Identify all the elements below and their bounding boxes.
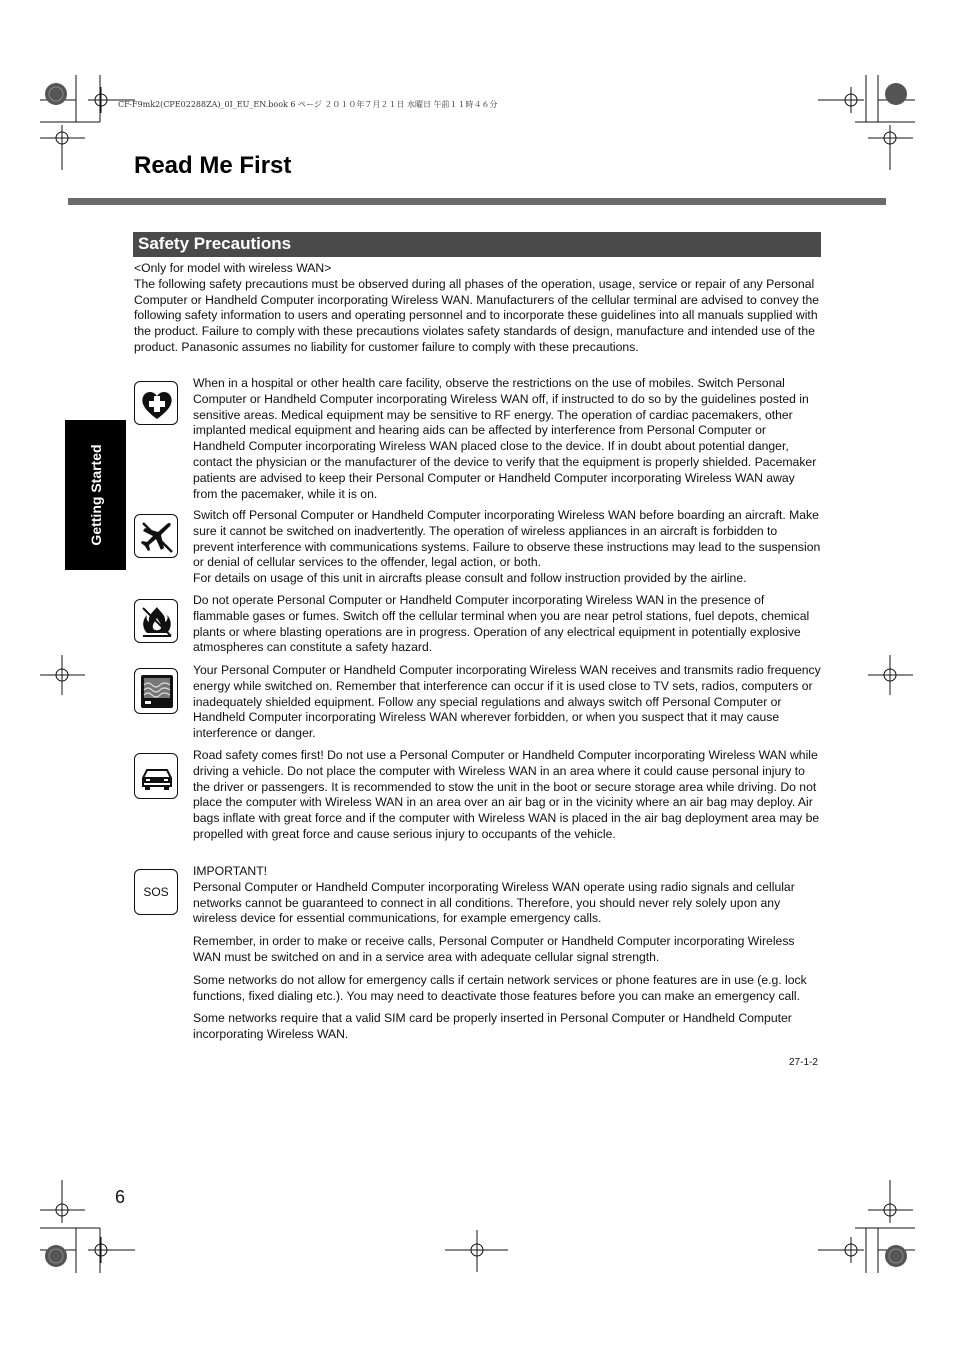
- intro-paragraph: The following safety precautions must be observed during all phases of the operation, usage, service or repair of any Personal Computer or Handheld Computer incorporating Wireless WAN. Manufacturers of the cellular terminal are advised to convey the following safety information to users and operating personnel and to incorporate these guidelines into all manuals supplied with the product. Failure to comply with these precautions violates safety standards of design, manufacture and intended use of the product. Panasonic assumes no liability for customer failure to comply with these precautions.: [134, 276, 820, 354]
- emergency-paragraph-4: Some networks require that a valid SIM card be properly inserted in Personal Computer or Handheld Computer incorporating Wireless WAN.: [193, 1011, 792, 1042]
- section-intro: [134, 261, 822, 356]
- tv-interference-icon: [134, 668, 178, 714]
- emergency-heading: IMPORTANT!: [193, 864, 268, 878]
- precaution-driving: [193, 748, 821, 850]
- precaution-driving-text: Road safety comes first! Do not use a Personal Computer or Handheld Computer incorporating Wireless WAN while driving a vehicle. Do not place the computer with Wireless WAN in an area where it could cause personal injury to the driver or passengers. It is recommended to stow the unit in the boot or secure storage area while driving. Do not place the computer with Wireless WAN in an area over an air bag or in the vicinity where an air bag may deploy. Air bags inflate with great force and if the computer with Wireless WAN is placed in the air bag deployment area may be propelled with great force and cause serious injury to occupants of the vehicle.: [193, 748, 820, 841]
- hospital-heart-icon: [134, 381, 178, 425]
- flammable-fire-icon: [134, 599, 178, 643]
- book-header-line: CF-F9mk2(CPE02288ZA)_0I_EU_EN.book 6 ページ ２０１０年７月２１日 水曜日 午前１１時４６分: [118, 100, 498, 109]
- side-tab-label: Getting Started: [87, 444, 104, 546]
- precaution-hospital: [193, 376, 821, 509]
- emergency-paragraph-2: Remember, in order to make or receive calls, Personal Computer or Handheld Computer incorporating Wireless WAN must be switched on and in a service area with adequate cellular signal strength.: [193, 934, 795, 964]
- precaution-emergency: [193, 864, 821, 1050]
- title-rule: [68, 198, 886, 205]
- sos-icon-label: SOS: [143, 885, 169, 899]
- emergency-paragraph-1: Personal Computer or Handheld Computer incorporating Wireless WAN operate using radio signals and cellular networks cannot be guaranteed to connect in all conditions. Therefore, you should never rely solely upon any wireless device for essential communications, for example emergency calls.: [193, 879, 795, 926]
- page-title: Read Me First: [134, 152, 292, 179]
- airplane-prohibited-icon: [134, 514, 178, 558]
- precaution-aircraft-text-2: For details on usage of this unit in aircrafts please consult and follow instruction provided by the airline.: [193, 571, 747, 586]
- reference-code: 27-1-2: [789, 1057, 818, 1068]
- precaution-explosive-text: Do not operate Personal Computer or Handheld Computer incorporating Wireless WAN in the presence of flammable gases or fumes. Switch off the cellular terminal when you are near petrol stations, fuel depots, chemical plants or where blasting operations are in progress. Operation of any electrical equipment in potentially explosive atmospheres can constitute a safety hazard.: [193, 593, 810, 655]
- sos-icon: [134, 869, 178, 915]
- precaution-radio-text: Your Personal Computer or Handheld Computer incorporating Wireless WAN receives and transmits radio frequency energy while switched on. Remember that interference can occur if it is used close to TV sets, radios, computers or inadequately shielded equipment. Follow any special regulations and always switch off Personal Computer or Handheld Computer incorporating Wireless WAN wherever forbidden, or when you suspect that it may cause interference or danger.: [193, 663, 821, 741]
- precaution-aircraft: [193, 508, 821, 594]
- section-header: [133, 232, 821, 257]
- precaution-explosive: [193, 593, 821, 663]
- precaution-radio: [193, 663, 821, 749]
- page-number: 6: [115, 1187, 126, 1207]
- car-icon: [134, 753, 178, 799]
- intro-model-note: <Only for model with wireless WAN>: [134, 261, 332, 275]
- emergency-paragraph-3: Some networks do not allow for emergency calls if certain network services or phone features are in use (e.g. lock functions, fixed dialing etc.). You may need to deactivate those features before you can make an emergency call.: [193, 972, 807, 1003]
- precaution-hospital-text: When in a hospital or other health care facility, observe the restrictions on the use of mobiles. Switch Personal Computer or Handheld Computer incorporating Wireless WAN off, if instructed to do so by the guidelines posted in sensitive areas. Medical equipment may be sensitive to RF energy. The operation of cardiac pacemakers, other implanted medical equipment and hearing aids can be affected by interference from Personal Computer or Handheld Computer incorporating Wireless WAN placed close to the device. If in doubt about potential danger, contact the physician or the manufacturer of the device to verify that the equipment is properly shielded. Pacemaker patients are advised to keep their Personal Computer or Handheld Computer incorporating Wireless WAN away from the pacemaker, while it is on.: [193, 376, 817, 501]
- precaution-aircraft-text: Switch off Personal Computer or Handheld Computer incorporating Wireless WAN before boarding an aircraft. Make sure it cannot be switched on inadvertently. The operation of wireless appliances in an aircraft is forbidden to prevent interference with communications systems. Failure to observe these instructions may lead to the suspension or denial of cellular services to the offender, legal action, or both.: [193, 508, 821, 570]
- section-title: Safety Precautions: [138, 234, 292, 253]
- side-tab-getting-started: [65, 420, 126, 570]
